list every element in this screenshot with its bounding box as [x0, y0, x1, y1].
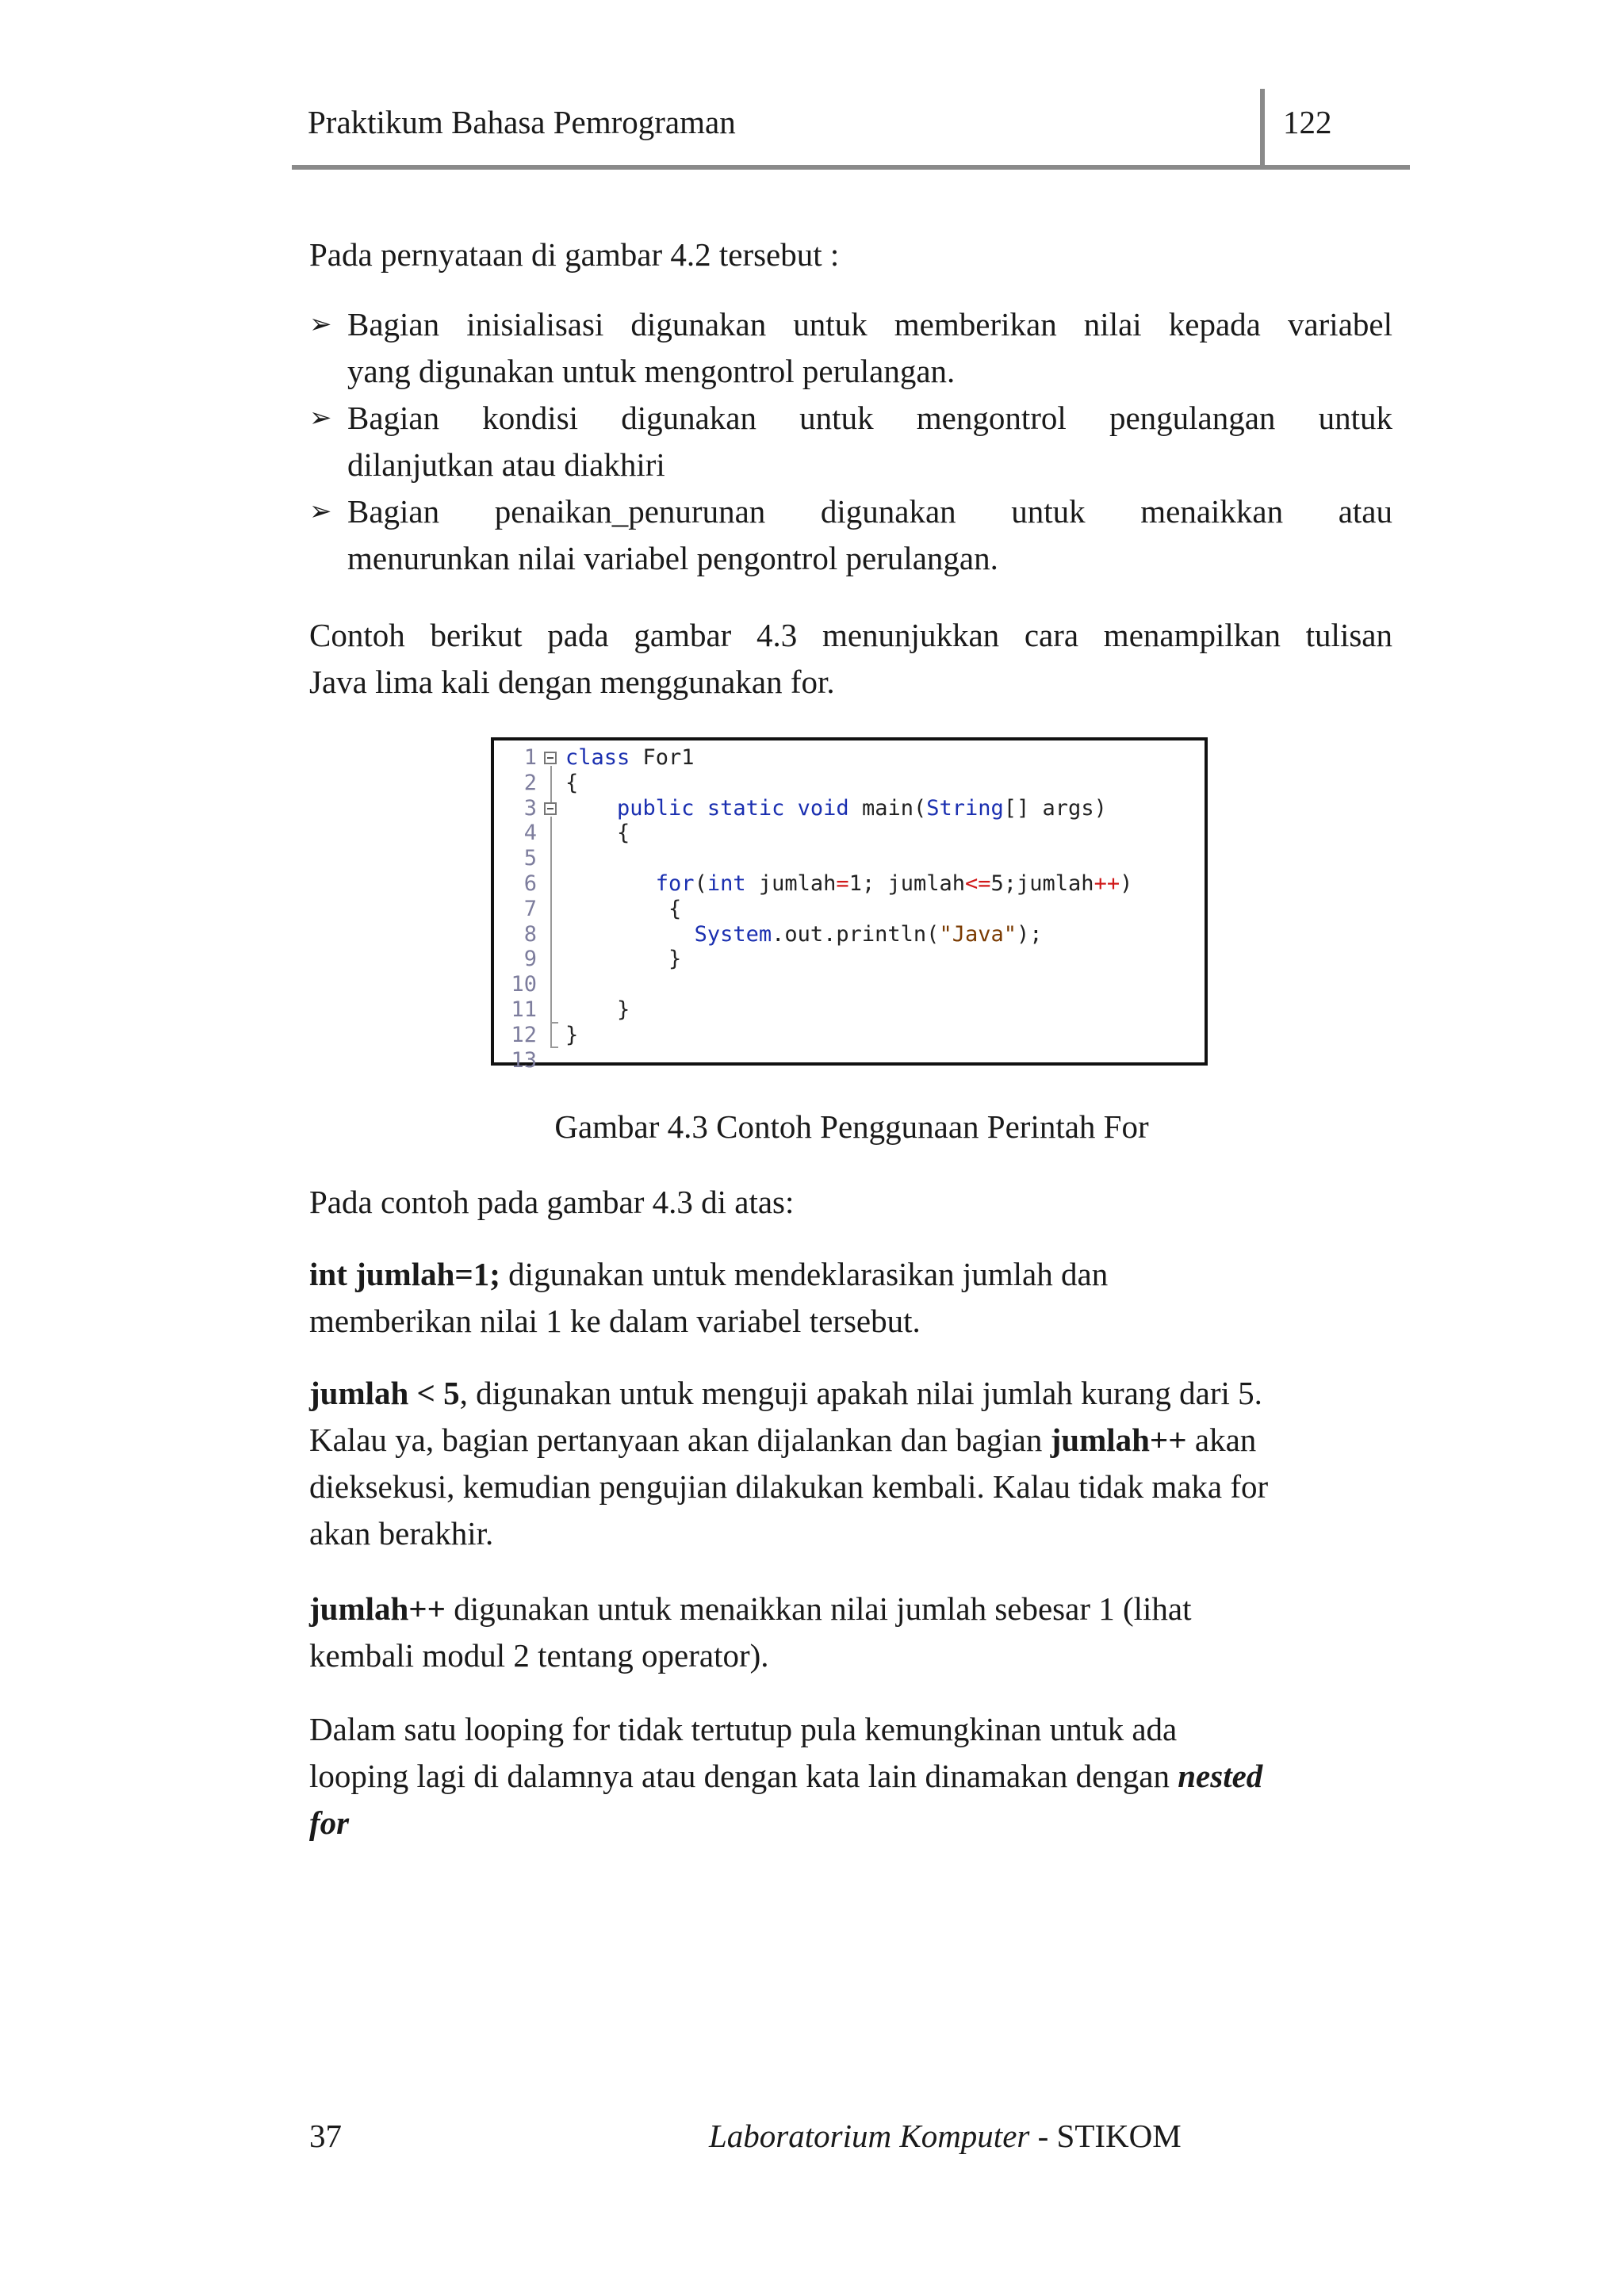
code-line: }: [565, 997, 630, 1022]
line-number: 1: [523, 745, 537, 770]
code-line: class For1: [565, 745, 695, 770]
line-number: 10: [511, 972, 537, 997]
line-number: 3: [523, 795, 537, 821]
code-line: [565, 1048, 1132, 1073]
code-line: {: [565, 821, 630, 846]
arrow-bullet-icon: ➢: [309, 308, 332, 340]
paragraph-int-jumlah: int jumlah=1; digunakan untuk mendeklarasikan jumlah dan memberikan nilai 1 ke dalam variabel tersebut.: [309, 1256, 1109, 1339]
paragraph-jumlah-condition: jumlah < 5, digunakan untuk menguji apakah nilai jumlah kurang dari 5. Kalau ya, bagian pertanyaan akan dijalankan dan bagian jumlah++ akan dieksekusi, kemudian pengujian dilakukan kembali. Kalau tidak maka for akan berakhir.: [309, 1375, 1269, 1552]
code-lines: [565, 745, 1132, 1073]
line-number: 6: [523, 871, 537, 896]
header-divider: [1260, 89, 1265, 166]
list-item: ➢ Bagian penaikan_penurunan digunakan untuk menaikkan atau menurunkan nilai variabel pengontrol perulangan.: [309, 488, 1392, 582]
code-line: {: [565, 896, 682, 921]
list-item: ➢ Bagian inisialisasi digunakan untuk memberikan nilai kepada variabel yang digunakan untuk mengontrol perulangan.: [309, 301, 1392, 395]
footer-page-number: 37: [309, 2118, 342, 2154]
code-line: {: [565, 770, 579, 795]
code-line: public static void main(String[] args): [617, 795, 1107, 821]
code-line: for(int jumlah=1; jumlah<=5;jumlah++): [655, 871, 1133, 896]
line-number: 2: [523, 770, 537, 795]
intro-paragraph: Pada pernyataan di gambar 4.2 tersebut :: [309, 236, 840, 273]
line-number: 4: [523, 821, 537, 846]
code-line: System.out.println("Java");: [694, 921, 1043, 947]
list-item: ➢ Bagian kondisi digunakan untuk mengontrol pengulangan untuk dilanjutkan atau diakhiri: [309, 395, 1392, 488]
page-header: [292, 89, 1410, 168]
fold-guide-line: [550, 817, 552, 1047]
header-rule: [292, 165, 1410, 170]
line-number: 7: [523, 896, 537, 921]
fold-collapse-icon[interactable]: [544, 802, 557, 815]
line-number: 9: [523, 947, 537, 972]
fold-end-tick: [550, 1022, 558, 1024]
arrow-bullet-icon: ➢: [309, 496, 332, 527]
line-number: 11: [511, 997, 537, 1022]
example-intro-paragraph: Contoh berikut pada gambar 4.3 menunjukkan cara menampilkan tulisan Java lima kali dengan menggunakan for.: [309, 617, 1392, 700]
after-figure-intro: Pada contoh pada gambar 4.3 di atas:: [309, 1184, 795, 1220]
line-number-gutter: [494, 745, 540, 1073]
paragraph-jumlah-increment: jumlah++ digunakan untuk menaikkan nilai jumlah sebesar 1 (lihat kembali modul 2 tentang operator).: [309, 1590, 1192, 1674]
fold-collapse-icon[interactable]: [544, 752, 557, 764]
paragraph-nested-for: Dalam satu looping for tidak tertutup pula kemungkinan untuk ada looping lagi di dalamnya atau dengan kata lain dinamakan dengan nested for: [309, 1711, 1263, 1841]
line-number: 8: [523, 921, 537, 947]
code-line: [565, 972, 1132, 997]
code-line: [565, 846, 1132, 871]
fold-guide-line: [550, 766, 552, 802]
bullet-list: [309, 301, 1392, 582]
code-line: }: [565, 1022, 579, 1047]
line-number: 12: [511, 1022, 537, 1047]
footer-lab-name: Laboratorium Komputer - STIKOM: [709, 2118, 1182, 2154]
code-fold-column: [543, 745, 559, 1062]
line-number: 13: [511, 1047, 537, 1073]
arrow-bullet-icon: ➢: [309, 402, 332, 434]
header-page-number: 122: [1283, 104, 1332, 140]
code-figure: [491, 737, 1208, 1073]
fold-end-tick: [550, 1047, 558, 1048]
header-title: Praktikum Bahasa Pemrograman: [308, 104, 736, 140]
line-number: 5: [523, 846, 537, 871]
code-line: }: [565, 947, 682, 972]
figure-caption: Gambar 4.3 Contoh Penggunaan Perintah For: [554, 1108, 1149, 1145]
